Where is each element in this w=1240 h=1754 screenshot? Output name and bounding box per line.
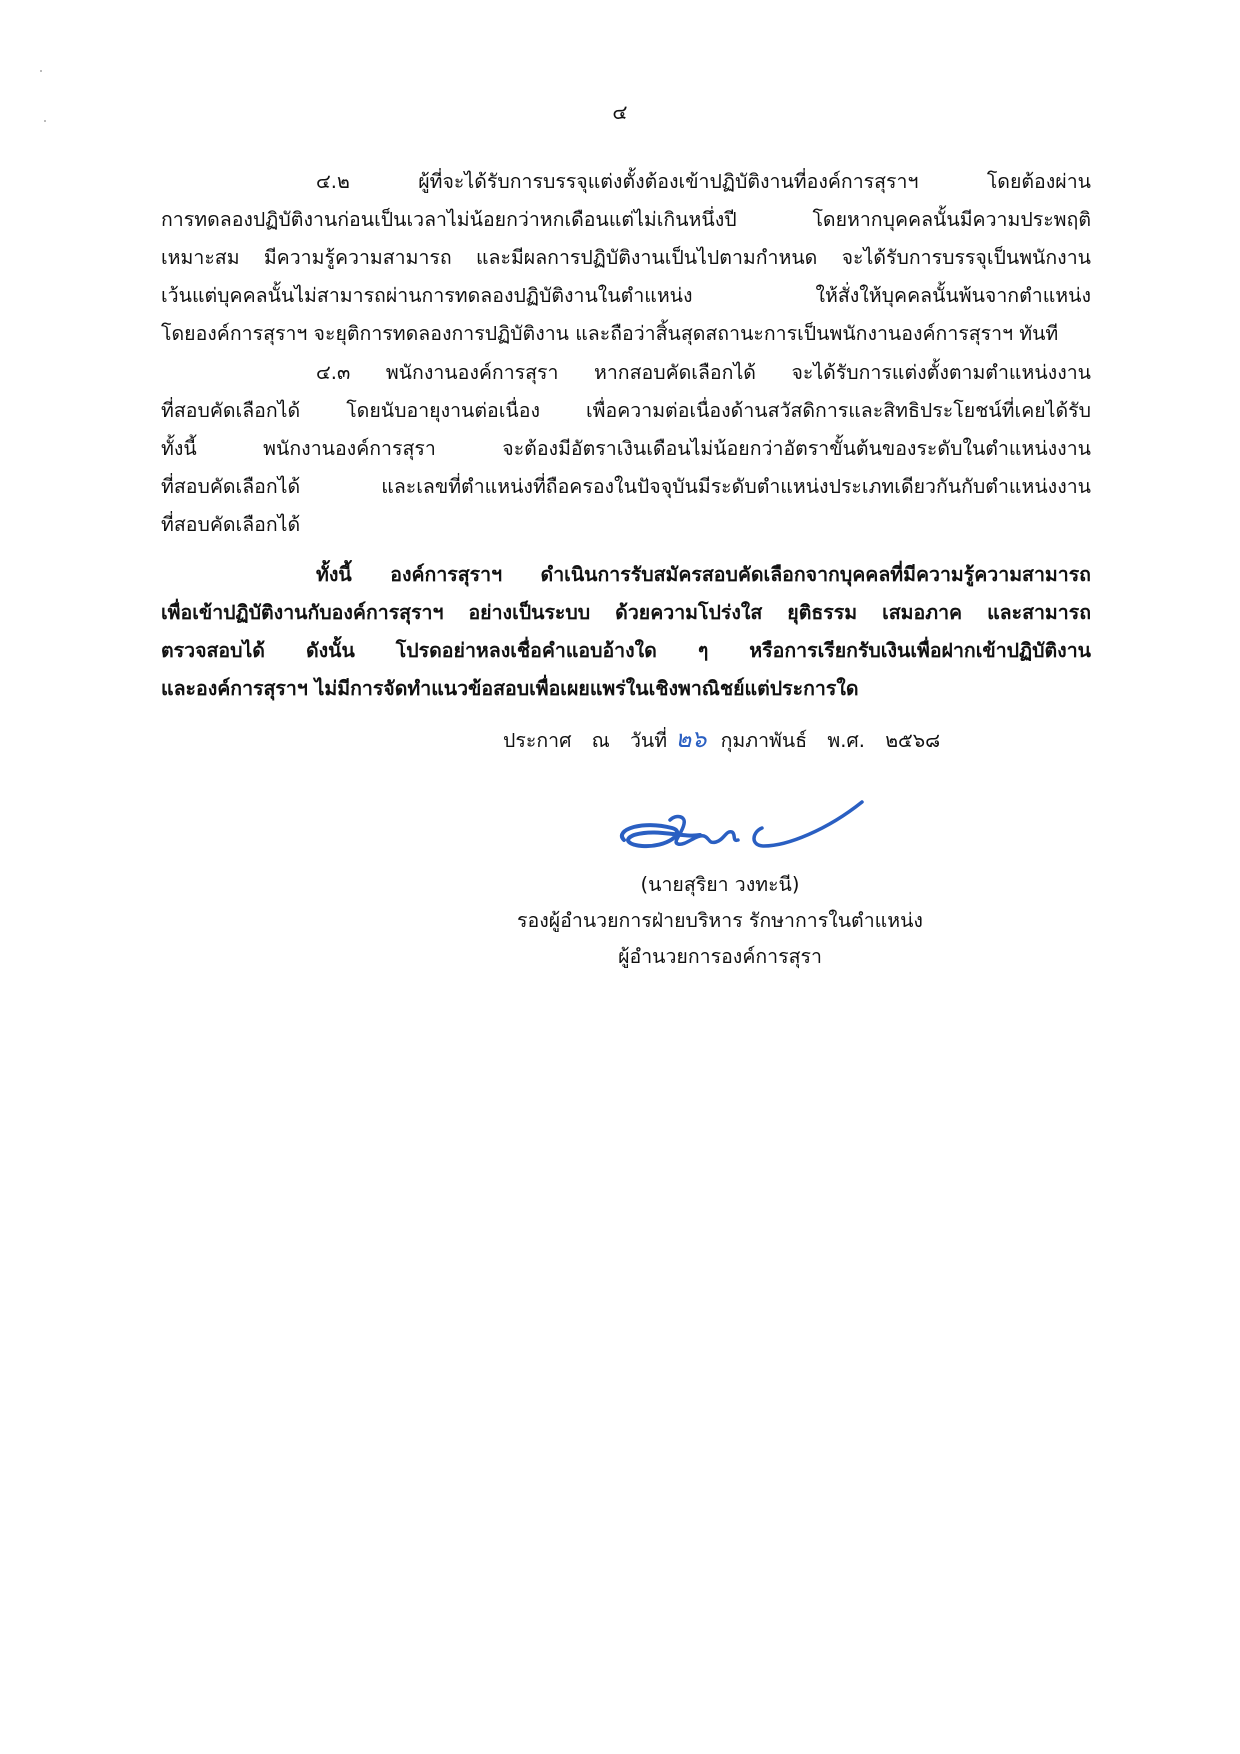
paragraph-4-2-line: เหมาะสม มีความรู้ความสามารถ และมีผลการปฏิบัติงานเป็นไปตามกำหนด จะได้รับการบรรจุเป็นพนักงาน	[161, 246, 1091, 269]
announcement-day-label: วันที่	[629, 729, 668, 752]
paragraph-4-2-line: ๔.๒ ผู้ที่จะได้รับการบรรจุแต่งตั้งต้องเข้าปฏิบัติงานที่องค์การสุราฯ โดยต้องผ่าน	[316, 170, 1091, 193]
announcement-label: ประกาศ	[503, 729, 572, 752]
paragraph-4-3-line: ที่สอบคัดเลือกได้ และเลขที่ตำแหน่งที่ถือครองในปัจจุบันมีระดับตำแหน่งประเภทเดียวกันกับตำแหน่งงาน	[161, 475, 1091, 498]
announcement-day: ๒๖	[675, 725, 707, 753]
paragraph-4-2-line: การทดลองปฏิบัติงานก่อนเป็นเวลาไม่น้อยกว่าหกเดือนแต่ไม่เกินหนึ่งปี โดยหากบุคคลนั้นมีความประพฤติ	[161, 208, 1091, 231]
signatory-name: (นายสุริยา วงทะนี)	[640, 873, 800, 896]
announcement-at: ณ	[591, 729, 610, 752]
paragraph-4-3-line: ทั้งนี้ พนักงานองค์การสุรา จะต้องมีอัตราเงินเดือนไม่น้อยกว่าอัตราขั้นต้นของระดับในตำแหน่งงาน	[161, 437, 1091, 460]
notice-line: เพื่อเข้าปฏิบัติงานกับองค์การสุราฯ อย่างเป็นระบบ ด้วยความโปร่งใส ยุติธรรม เสมอภาค และสามารถ	[161, 601, 1091, 624]
notice-line: ตรวจสอบได้ ดังนั้น โปรดอย่าหลงเชื่อคำแอบอ้างใด ๆ หรือการเรียกรับเงินเพื่อฝากเข้าปฏิบัติงาน	[161, 639, 1091, 662]
page-number: ๔	[612, 100, 628, 124]
announcement-date	[503, 720, 954, 760]
signatory-position: รองผู้อำนวยการฝ่ายบริหาร รักษาการในตำแหน่ง	[517, 909, 923, 932]
paragraph-4-3-line: ที่สอบคัดเลือกได้	[161, 513, 301, 536]
notice-line: ทั้งนี้ องค์การสุราฯ ดำเนินการรับสมัครสอบคัดเลือกจากบุคคลที่มีความรู้ความสามารถ	[316, 563, 1091, 586]
paragraph-4-2-line: เว้นแต่บุคคลนั้นไม่สามารถผ่านการทดลองปฏิบัติงานในตำแหน่ง ให้สั่งให้บุคคลนั้นพ้นจากตำแหน่ง	[161, 284, 1091, 307]
announcement-year: ๒๕๖๘	[885, 729, 941, 752]
paragraph-4-2-line: โดยองค์การสุราฯ จะยุติการทดลองการปฏิบัติงาน และถือว่าสิ้นสุดสถานะการเป็นพนักงานองค์การสุราฯ ทันที	[161, 322, 1059, 345]
notice-line: และองค์การสุราฯ ไม่มีการจัดทำแนวข้อสอบเพื่อเผยแพร่ในเชิงพาณิชย์แต่ประการใด	[161, 677, 859, 700]
signatory-title: ผู้อำนวยการองค์การสุรา	[618, 945, 822, 968]
paragraph-4-3-line: ๔.๓ พนักงานองค์การสุรา หากสอบคัดเลือกได้ จะได้รับการแต่งตั้งตามตำแหน่งงาน	[316, 361, 1091, 384]
announcement-era: พ.ศ.	[827, 729, 865, 752]
handwritten-signature	[612, 790, 872, 870]
paragraph-4-3-line: ที่สอบคัดเลือกได้ โดยนับอายุงานต่อเนื่อง เพื่อความต่อเนื่องด้านสวัสดิการและสิทธิประโยชน์ที่เคยได้รับ	[161, 399, 1091, 422]
scan-speck	[40, 70, 42, 72]
announcement-month: กุมภาพันธ์	[720, 729, 808, 752]
